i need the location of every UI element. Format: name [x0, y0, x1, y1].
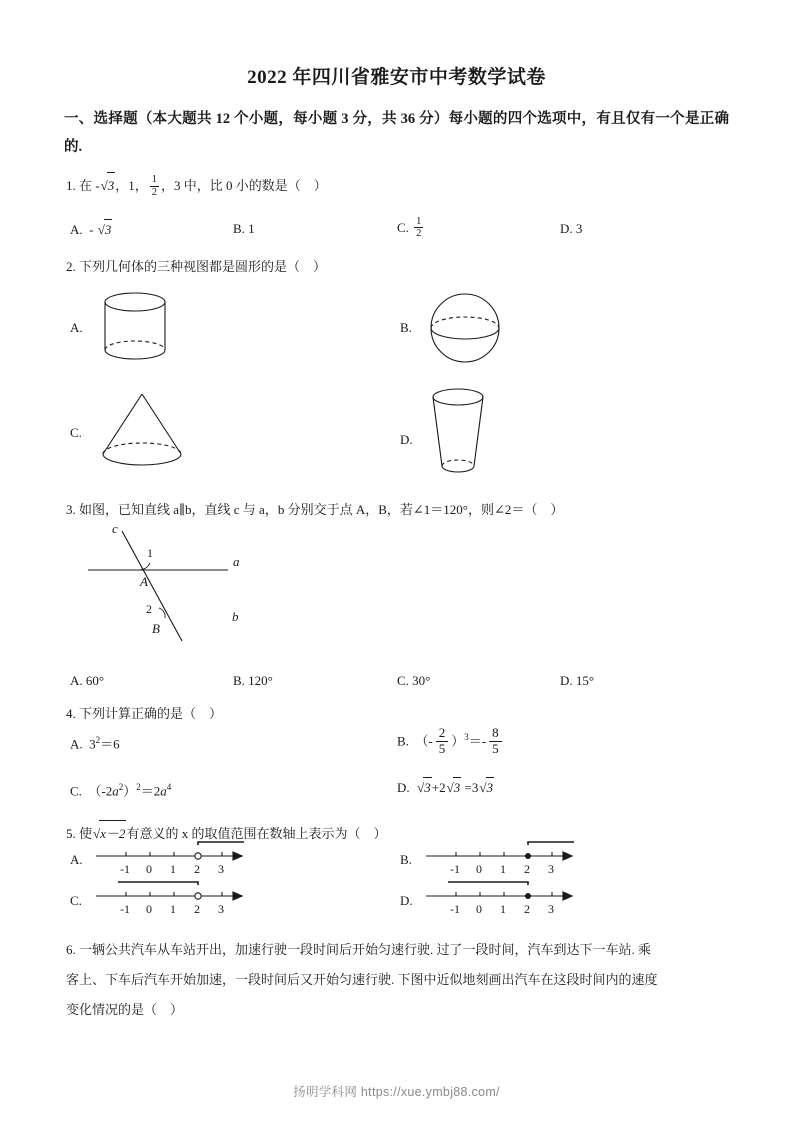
sqrt-x-minus-2: √x－2 — [92, 820, 126, 847]
q3-option-d[interactable] — [560, 671, 594, 691]
q3-parallel-lines-figure — [80, 523, 300, 643]
q2-option-d-label[interactable]: D. — [400, 432, 413, 447]
q5a-tick-1: 1 — [170, 862, 176, 876]
q3-label-angle2: 2 — [146, 602, 152, 616]
q1-suffix: ） — [313, 178, 327, 193]
q2-shape-cone — [95, 388, 190, 473]
q3-label-b: b — [232, 609, 239, 624]
q1-prefix: 在 - — [79, 178, 100, 193]
question-3-stem — [66, 497, 731, 523]
q5a-tick-0: 0 — [146, 862, 152, 876]
q5d-tick-2: 2 — [524, 902, 530, 916]
q3-option-b-text: 120° — [248, 673, 273, 688]
q1-mid2: ，3 中，比 0 小的数是（ — [161, 178, 301, 193]
q3-option-a-text: 60° — [85, 673, 105, 688]
q5c-tick-3: 3 — [218, 902, 224, 916]
question-4-stem — [66, 701, 731, 727]
question-6-line-2 — [66, 965, 731, 995]
q5b-tick-1: 1 — [500, 862, 506, 876]
q3-text: 如图，已知直线 a∥b，直线 c 与 a，b 分别交于点 A，B，若∠1＝120°，则∠2＝（ — [79, 502, 538, 517]
q6-line3: 变化情况的是（ — [66, 1002, 158, 1017]
question-6-line-3 — [66, 995, 731, 1025]
q5-option-c-label[interactable]: C. — [70, 893, 82, 908]
sqrt-3-d1: √3 — [416, 777, 432, 798]
q4-text: 下列计算正确的是（ — [79, 706, 197, 721]
q4-option-b[interactable]: B. （- $\frac{2}{5}$ ）$^3$＝- $\frac{8}{5}$ — [397, 727, 505, 757]
q5-numberline-a — [92, 838, 282, 880]
q2-text: 下列几何体的三种视图都是圆形的是（ — [79, 259, 301, 274]
section-intro: 一、选择题（本大题共 12 个小题，每小题 3 分，共 36 分）每小题的四个选项中，有且仅有一个是正确的. — [64, 111, 729, 155]
q4-option-c[interactable]: C. $(-2a^2)^2=2a^4$ — [70, 782, 172, 799]
question-1-stem — [66, 172, 731, 199]
q2-shape-frustum — [418, 386, 498, 478]
q5c-tick-1: 1 — [170, 902, 176, 916]
q5-numberline-b — [422, 838, 612, 880]
q5b-tick-3: 3 — [548, 862, 554, 876]
q3-option-d-text: 15° — [575, 673, 595, 688]
q1-number: 1. — [66, 178, 76, 193]
q5c-tick-0: 0 — [146, 902, 152, 916]
q5a-tick-3: 3 — [218, 862, 224, 876]
q2-option-c-label[interactable]: C. — [70, 425, 82, 440]
question-2-stem — [66, 254, 731, 280]
q5-numberline-c — [92, 878, 282, 920]
q5d-tick--1: -1 — [450, 902, 460, 916]
q3-option-d-label: D. — [560, 673, 573, 688]
sqrt-3-d2: √3 — [446, 777, 462, 798]
q5c-tick-2: 2 — [194, 902, 200, 916]
q4-option-d[interactable]: D. √3+2√3 =3√3 — [397, 777, 494, 798]
question-6-stem — [66, 935, 731, 965]
q4-number: 4. — [66, 706, 76, 721]
q1-mid1: ，1， — [115, 178, 148, 193]
one-half-opt-c: $\frac{1}{2}$ — [416, 216, 422, 240]
q6-line2: 客上、下车后汽车开始加速，一段时间后又开始匀速行驶. 下图中近似地刻画出汽车在这段时间内的速度 — [66, 972, 658, 987]
q3-option-a[interactable] — [70, 671, 104, 691]
sqrt-3-opt-a: √3 — [97, 219, 113, 240]
q4-option-b-label: B. — [397, 733, 409, 749]
q3-option-c-label: C. — [397, 673, 409, 688]
q5d-tick-3: 3 — [548, 902, 554, 916]
q3-label-A: A — [140, 574, 148, 589]
q5a-tick--1: -1 — [120, 862, 130, 876]
q5b-tick-0: 0 — [476, 862, 482, 876]
q5-prefix: 使 — [79, 826, 93, 841]
q3-label-c: c — [112, 521, 118, 536]
q2-shape-cylinder — [95, 290, 175, 370]
q2-number: 2. — [66, 259, 76, 274]
q3-number: 3. — [66, 502, 76, 517]
footer-watermark: 扬明学科网 https://xue.ymbj88.com/ — [293, 1085, 500, 1099]
q4-suffix: ） — [209, 706, 223, 721]
q6-line1: 一辆公共汽车从车站开出，加速行驶一段时间后开始匀速行驶. 过了一段时间，汽车到达下一车站. 乘 — [79, 942, 652, 957]
page-title: 2022 年四川省雅安市中考数学试卷 — [247, 67, 546, 88]
q5-suffix: ） — [373, 826, 387, 841]
q5d-tick-0: 0 — [476, 902, 482, 916]
q5-numberline-d — [422, 878, 612, 920]
q1-option-a-label: A. — [70, 222, 83, 237]
q1-option-b[interactable]: B. 1 — [233, 221, 255, 236]
q2-option-a-label[interactable]: A. — [70, 320, 83, 335]
q6-suffix: ） — [170, 1002, 184, 1017]
q5b-tick-2: 2 — [524, 862, 530, 876]
q1-option-d-label: D. — [560, 221, 573, 236]
sqrt-3-d3: √3 — [478, 777, 494, 798]
q5c-tick--1: -1 — [120, 902, 130, 916]
q6-number: 6. — [66, 942, 76, 957]
eight-fifths-fraction: $\frac{8}{5}$ — [489, 726, 502, 756]
q1-option-b-label: B. — [233, 221, 245, 236]
q3-option-b[interactable] — [233, 671, 273, 691]
q5-option-b-label[interactable]: B. — [400, 852, 412, 867]
q1-option-d[interactable]: D. 3 — [560, 221, 583, 236]
q3-option-c-text: 30° — [412, 673, 431, 688]
sqrt-3-inline: √3 — [100, 172, 116, 199]
q5a-tick-2: 2 — [194, 862, 200, 876]
q2-option-b-label[interactable]: B. — [400, 320, 412, 335]
q3-option-a-label: A. — [70, 673, 83, 688]
q4-option-d-label: D. — [397, 780, 410, 795]
q4-option-c-label: C. — [70, 783, 82, 799]
q1-option-c[interactable] — [397, 217, 425, 241]
q1-option-a[interactable]: A. - √3 — [70, 219, 112, 240]
q2-shape-sphere — [425, 290, 505, 370]
q5-option-d-label[interactable]: D. — [400, 893, 413, 908]
q3-label-angle1: 1 — [147, 546, 153, 560]
q5-option-a-label[interactable]: A. — [70, 852, 83, 867]
q3-label-B: B — [152, 621, 160, 636]
q2-suffix: ） — [313, 259, 327, 274]
q5d-tick-1: 1 — [500, 902, 506, 916]
q5-number: 5. — [66, 826, 76, 841]
q5b-tick--1: -1 — [450, 862, 460, 876]
q3-option-c[interactable] — [397, 671, 430, 691]
one-half-inline: $\frac{1}{2}$ — [151, 174, 157, 198]
q3-label-a: a — [233, 554, 240, 569]
q4-option-a[interactable]: A. $3^2=6$ — [70, 735, 120, 752]
two-fifths-fraction: $\frac{2}{5}$ — [436, 726, 449, 756]
q3-option-b-label: B. — [233, 673, 245, 688]
q1-option-c-label: C. — [397, 219, 409, 235]
q5-text: 有意义的 x 的取值范围在数轴上表示为（ — [126, 826, 361, 841]
q4-option-a-label: A. — [70, 736, 83, 752]
q3-suffix: ） — [550, 502, 564, 517]
